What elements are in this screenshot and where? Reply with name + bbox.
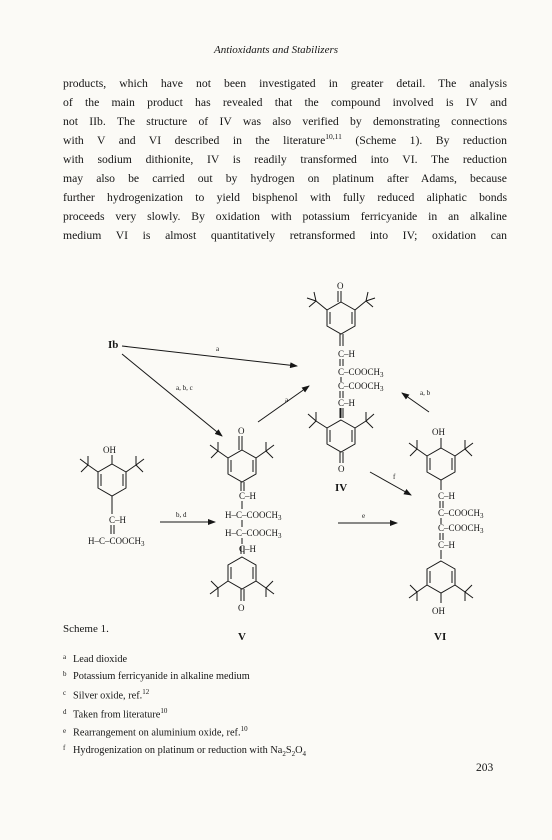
v-top-quinone-ring: [210, 436, 274, 491]
compound-label-iv: IV: [335, 482, 348, 494]
iv-bottom-quinone-ring: [308, 412, 374, 463]
footnotes: [63, 650, 306, 762]
running-header: Antioxidants and Stabilizers: [213, 44, 339, 56]
iv-ch-top: C–H: [338, 349, 356, 359]
arrow-label-ib-iv: a: [216, 345, 220, 353]
arrow-label-ib-v: a, b, c: [176, 384, 193, 392]
arrow-label-vi-iv: a, b: [420, 389, 431, 397]
footnote-d: d Taken from literature$^{10}$: [63, 706, 168, 721]
body-line: may also be carried out by hydrogen on platinum after Adams, because: [63, 172, 507, 185]
compound-label-v: V: [238, 631, 246, 643]
body-line: with sodium dithionite, IV is readily transformed into VI. The reduction: [63, 153, 507, 166]
vi-bottom-phenol-ring: [409, 561, 473, 603]
left-oh: OH: [103, 445, 116, 455]
page-number: 203: [476, 762, 494, 774]
left-hc-cooch3: $H-C-COOCH_3$: [88, 536, 145, 548]
vi-top-oh: OH: [432, 427, 445, 437]
vi-c-cooch3-2: $C-COOCH_3$: [438, 523, 484, 535]
vi-ch-bottom: C–H: [438, 540, 456, 550]
body-line: products, which have not been investigated in greater detail. The analysis: [63, 77, 507, 90]
body-line: with V and VI described in the literature$^{10,11}$ (Scheme 1). By reduction: [63, 132, 507, 147]
arrow-iv-to-vi: [370, 472, 411, 495]
iv-c-cooch3-1: $C-COOCH_3$: [338, 367, 384, 379]
arrow-label-iv-vi: f: [393, 473, 396, 481]
iv-top-oxygen: O: [337, 281, 344, 291]
body-paragraph: [63, 74, 507, 245]
arrow-label-v-vi: e: [362, 512, 366, 520]
arrow-ib-to-iv: [122, 346, 297, 366]
vi-top-phenol-ring: [409, 438, 473, 490]
arrow-ib-to-v: [122, 354, 222, 436]
v-hc-cooch3-2: $H-C-COOCH_3$: [225, 528, 282, 540]
body-line: of the main product has revealed that the compound involved is IV and: [63, 96, 507, 109]
body-line: proceeds very slowly. By oxidation with potassium ferricyanide in an alkaline: [63, 210, 507, 223]
arrow-label-v-iv: a: [285, 396, 289, 404]
scheme-caption: Scheme 1.: [63, 623, 109, 635]
footnote-a: a Lead dioxide: [63, 653, 128, 665]
body-line: further hydrogenization to yield bisphenol with fully reduced aliphatic bonds: [63, 191, 507, 204]
footnote-e: e Rearrangement on aluminium oxide, ref.$^{10}$: [63, 725, 248, 739]
footnote-b: b Potassium ferricyanide in alkaline medium: [63, 670, 250, 683]
arrow-v-to-iv: [258, 386, 309, 422]
iv-ch-bottom: C–H: [338, 398, 356, 408]
citation-ref: 10,11: [325, 132, 342, 142]
v-hc-cooch3-1: $H-C-COOCH_3$: [225, 510, 282, 522]
footnote-c: c Silver oxide, ref.$^{12}$: [63, 687, 150, 702]
body-line: medium VI is almost quantitatively retransformed into IV; oxidation can: [63, 229, 507, 242]
v-bottom-oxygen: O: [238, 603, 245, 613]
left-ch: C–H: [109, 515, 127, 525]
iv-c-cooch3-2: $C-COOCH_3$: [338, 381, 384, 393]
iv-top-quinone-ring: [307, 291, 375, 346]
compound-label-vi: VI: [434, 631, 447, 643]
v-ch-top: C–H: [239, 491, 257, 501]
vi-bottom-oh: OH: [432, 606, 445, 616]
v-top-oxygen: O: [238, 426, 245, 436]
body-line: not IIb. The structure of IV was also verified by demonstrating connections: [63, 115, 507, 128]
footnote-f: f Hydrogenization on platinum or reduction with $Na_2S_2O_4$: [63, 744, 306, 759]
vi-c-cooch3-1: $C-COOCH_3$: [438, 508, 484, 520]
compound-label-ib: Ib: [108, 339, 119, 351]
scheme-drawing: [0, 262, 552, 652]
reaction-scheme: [0, 262, 552, 652]
iv-bottom-oxygen: O: [338, 464, 345, 474]
arrow-label-ester-v: b, d: [176, 511, 187, 519]
v-bottom-quinone-ring: [210, 557, 274, 601]
vi-ch-top: C–H: [438, 491, 456, 501]
v-ch-bottom: C–H: [239, 544, 257, 554]
